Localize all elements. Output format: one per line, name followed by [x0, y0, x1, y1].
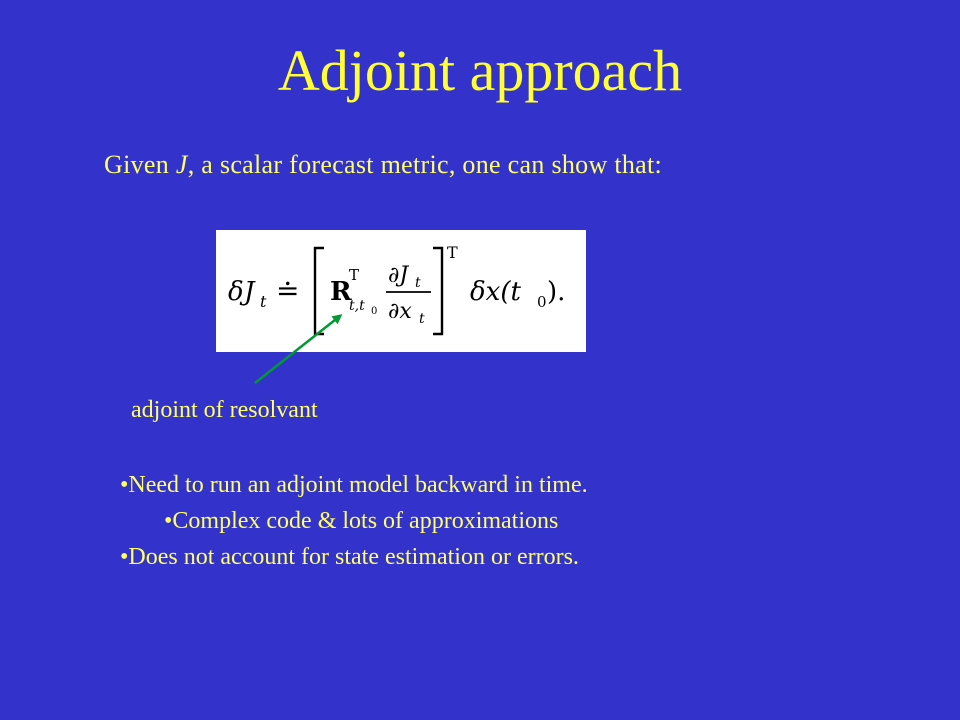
bullet-item [120, 472, 588, 499]
formula-image [216, 230, 586, 352]
formula-lhs-J: J [244, 277, 255, 307]
formula-rhs: δx(t [470, 277, 521, 307]
formula-left-bracket [315, 248, 324, 334]
intro-variable: J [175, 150, 188, 179]
formula-partial-den-sub: t [419, 311, 425, 327]
bullet-marker: • [120, 472, 129, 498]
formula-right-bracket [433, 248, 442, 334]
formula-relation: ≐ [276, 274, 300, 307]
bullet-text: Does not account for state estimation or errors. [128, 544, 579, 570]
intro-prefix: Given [104, 150, 176, 179]
slide-title: Adjoint approach [277, 38, 683, 103]
formula-lhs-sub: t [260, 292, 267, 311]
formula-equation [216, 230, 586, 352]
intro-suffix: , a scalar forecast metric, one can show that: [187, 150, 663, 179]
formula-rhs-end: ). [547, 277, 566, 307]
bullet-marker: • [164, 508, 173, 534]
bullet-text: Complex code & lots of approximations [172, 508, 559, 534]
bullet-marker: • [120, 544, 129, 570]
bullet-item [164, 508, 558, 535]
formula-outer-sup: T [447, 243, 458, 262]
formula-partial-num: ∂J [388, 263, 409, 288]
intro-text [104, 150, 662, 180]
bullet-text: Need to run an adjoint model backward in time. [128, 472, 588, 498]
bullet-item [120, 544, 579, 571]
formula-lhs-delta: δ [228, 277, 244, 307]
formula-R: R [330, 277, 352, 307]
formula-R-sup: T [349, 266, 360, 284]
formula-R-sub-sub: 0 [371, 306, 378, 317]
annotation-label: adjoint of resolvant [131, 397, 318, 423]
formula-rhs-sub: 0 [537, 293, 547, 311]
formula-partial-num-sub: t [415, 275, 421, 291]
formula-R-sub: t,t [349, 298, 365, 314]
formula-partial-den: ∂x [388, 299, 412, 324]
